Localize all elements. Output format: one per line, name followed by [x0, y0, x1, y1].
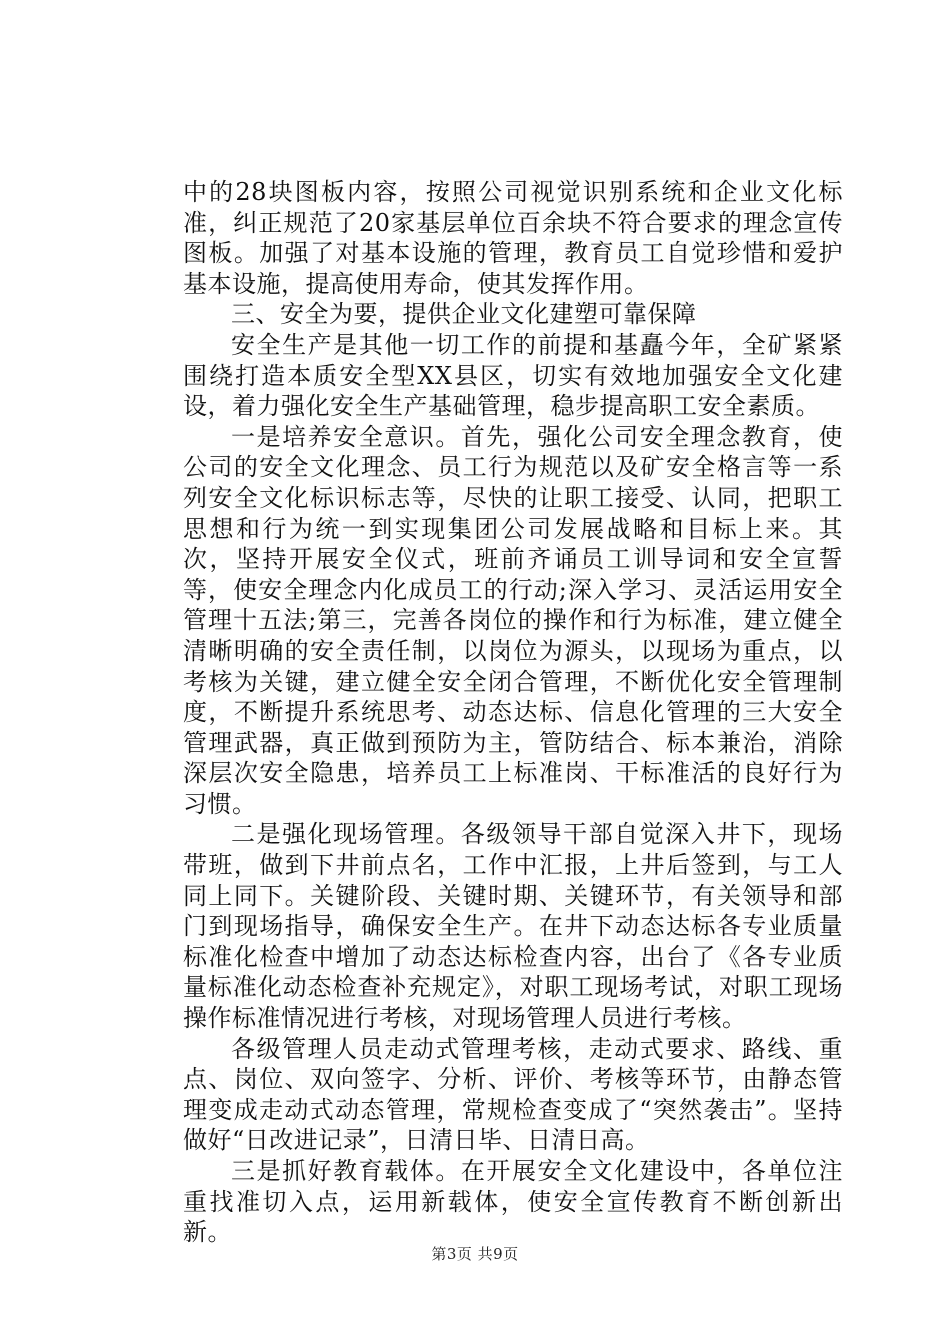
section-heading: 三、安全为要，提供企业文化建塑可靠保障	[231, 300, 697, 329]
paragraph: 二是强化现场管理。各级领导干部自觉深入井下，现场带班，做到下井前点名，工作中汇报，上井后签到，与工人同上同下。关键阶段、关键时期、关键环节，有关领导和部门到现场指导，确保安全生产。在井下动态达标各专业质量标准化检查中增加了动态达标检查内容，出台了《各专业质量标准化动态检查补充规定》，对职工现场考试，对职工现场操作标准情况进行考核，对现场管理人员进行考核。	[183, 820, 843, 1033]
paragraph: 一是培养安全意识。首先，强化公司安全理念教育，使公司的安全文化理念、员工行为规范以及矿安全格言等一系列安全文化标识标志等，尽快的让职工接受、认同，把职工思想和行为统一到实现集团公司发展战略和目标上来。其次，坚持开展安全仪式，班前齐诵员工训导词和安全宣誓等，使安全理念内化成员工的行动;深入学习、灵活运用安全管理十五法;第三，完善各岗位的操作和行为标准，建立健全清晰明确的安全责任制，以岗位为源头，以现场为重点，以考核为关键，建立健全安全闭合管理，不断优化安全管理制度，不断提升系统思考、动态达标、信息化管理的三大安全管理武器，真正做到预防为主，管防结合、标本兼治，消除深层次安全隐患，培养员工上标准岗、干标准活的良好行为习惯。	[183, 422, 843, 818]
page-number-footer: 第3页 共9页	[431, 1245, 519, 1263]
paragraph: 各级管理人员走动式管理考核，走动式要求、路线、重点、岗位、双向签字、分析、评价、考核等环节，由静态管理变成走动式动态管理，常规检查变成了“突然袭击”。坚持做好“日改进记录”，日清日毕、日清日高。	[183, 1034, 843, 1155]
document-body	[183, 177, 843, 1248]
paragraph: 三是抓好教育载体。在开展安全文化建设中，各单位注重找准切入点，运用新载体，使安全宣传教育不断创新出新。	[183, 1157, 843, 1247]
paragraph: 安全生产是其他一切工作的前提和基矗今年，全矿紧紧围绕打造本质安全型XX县区，切实有效地加强安全文化建设，着力强化安全生产基础管理，稳步提高职工安全素质。	[183, 330, 843, 421]
paragraph-continuation: 中的28块图板内容，按照公司视觉识别系统和企业文化标准，纠正规范了20家基层单位百余块不符合要求的理念宣传图板。加强了对基本设施的管理，教育员工自觉珍惜和爱护基本设施，提高使用寿命，使其发挥作用。	[183, 178, 843, 298]
